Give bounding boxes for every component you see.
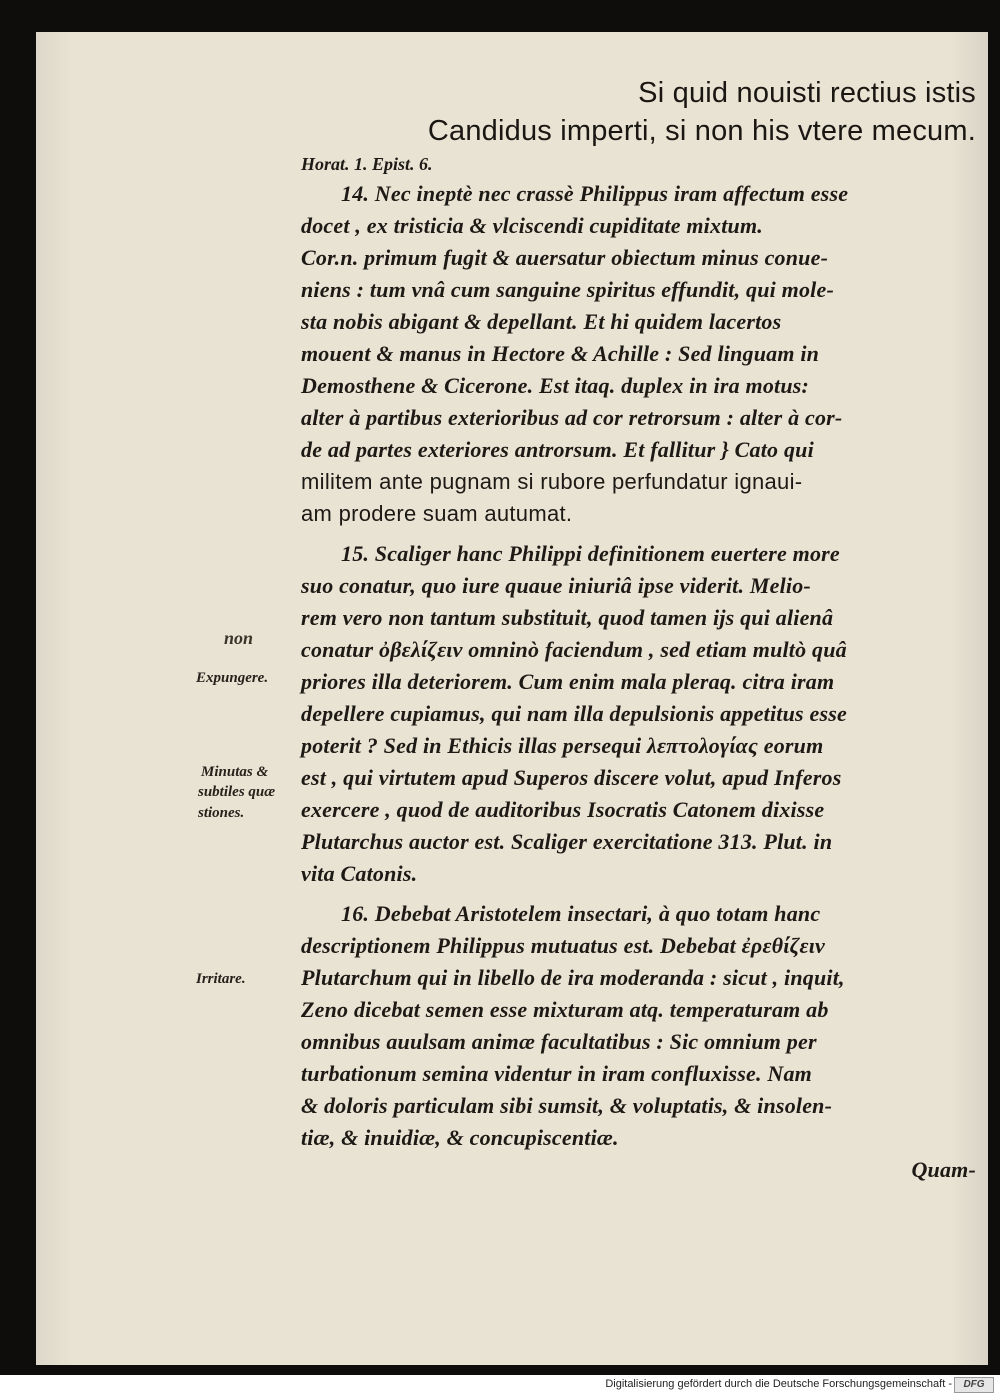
text-line: niens : tum vnâ cum sanguine spiritus effundit, qui mole- — [301, 277, 834, 302]
dfg-logo: DFG — [954, 1377, 994, 1393]
text-line: priores illa deteriorem. Cum enim mala pleraq. citra iram — [301, 669, 835, 694]
text-line: exercere , quod de auditoribus Isocratis Catonem dixisse — [301, 797, 825, 822]
text-line: turbationum semina videntur in iram confluxisse. Nam — [301, 1061, 812, 1086]
text-line: Plutarchum qui in libello de ira moderanda : sicut , inquit, — [301, 965, 845, 990]
text-line: docet , ex tristicia & vlciscendi cupiditate mixtum. — [301, 213, 763, 238]
text-line: omnibus auulsam animæ facultatibus : Sic omnium per — [301, 1029, 817, 1054]
text-line: suo conatur, quo iure quaue iniuriâ ipse viderit. Melio- — [301, 573, 811, 598]
text-line: 15. Scaliger hanc Philippi definitionem euertere more — [341, 541, 840, 566]
text-line: depellere cupiamus, qui nam illa depulsionis appetitus esse — [301, 701, 847, 726]
text-line: descriptionem Philippus mutuatus est. Debebat ἐρεθίζειν — [301, 933, 825, 958]
funding-notice: Digitalisierung gefördert durch die Deutsche Forschungsgemeinschaft - — [605, 1378, 952, 1390]
text-line: Zeno dicebat semen esse mixturam atq. temperaturam ab — [301, 997, 829, 1022]
margin-note-minutas-1: Minutas & — [201, 764, 269, 780]
margin-note-minutas-2: subtiles quæ — [198, 784, 276, 800]
motto-line-1: Si quid nouisti rectius istis — [638, 77, 976, 109]
horace-citation: Horat. 1. Epist. 6. — [301, 154, 433, 174]
page-text — [301, 74, 981, 1186]
text-line: militem ante pugnam si rubore perfundatur ignaui- — [301, 469, 803, 494]
catchword: Quam- — [911, 1157, 976, 1182]
text-line: rem vero non tantum substituit, quod tamen ijs qui alienâ — [301, 605, 834, 630]
footer-bar — [0, 1375, 1000, 1395]
text-line: Plutarchus auctor est. Scaliger exercitatione 313. Plut. in — [301, 829, 833, 854]
text-line: & doloris particulam sibi sumsit, & voluptatis, & insolen- — [301, 1093, 833, 1118]
text-line: tiæ, & inuidiæ, & concupiscentiæ. — [301, 1125, 619, 1150]
text-line: 14. Nec ineptè nec crassè Philippus iram affectum esse — [341, 181, 849, 206]
book-page — [36, 32, 988, 1365]
text-line: de ad partes exteriores antrorsum. Et fallitur } Cato qui — [301, 437, 814, 462]
motto-line-2: Candidus imperti, si non his vtere mecum. — [427, 115, 976, 147]
text-line: conatur ὀβελίζειν omninò faciendum , sed etiam multò quâ — [301, 637, 847, 662]
text-line: am prodere suam autumat. — [301, 501, 573, 526]
margin-note-struck: non — [224, 628, 254, 648]
text-line: vita Catonis. — [301, 861, 418, 886]
body-text — [301, 178, 981, 1154]
margin-note-expungere: Expungere. — [196, 670, 269, 686]
margin-note-irritare: Irritare. — [196, 971, 246, 987]
text-line: mouent & manus in Hectore & Achille : Sed linguam in — [301, 341, 820, 366]
margin-note-minutas-3: stiones. — [198, 805, 245, 821]
text-line: alter à partibus exterioribus ad cor retrorsum : alter à cor- — [301, 405, 843, 430]
text-line: Cor.n. primum fugit & auersatur obiectum minus conue- — [301, 245, 829, 270]
text-line: Demosthene & Cicerone. Est itaq. duplex in ira motus: — [301, 373, 810, 398]
text-line: est , qui virtutem apud Superos discere volut, apud Inferos — [301, 765, 842, 790]
text-line: poterit ? Sed in Ethicis illas persequi λεπτολογίας eorum — [301, 733, 824, 758]
text-line: 16. Debebat Aristotelem insectari, à quo totam hanc — [341, 901, 821, 926]
text-line: sta nobis abigant & depellant. Et hi quidem lacertos — [301, 309, 782, 334]
